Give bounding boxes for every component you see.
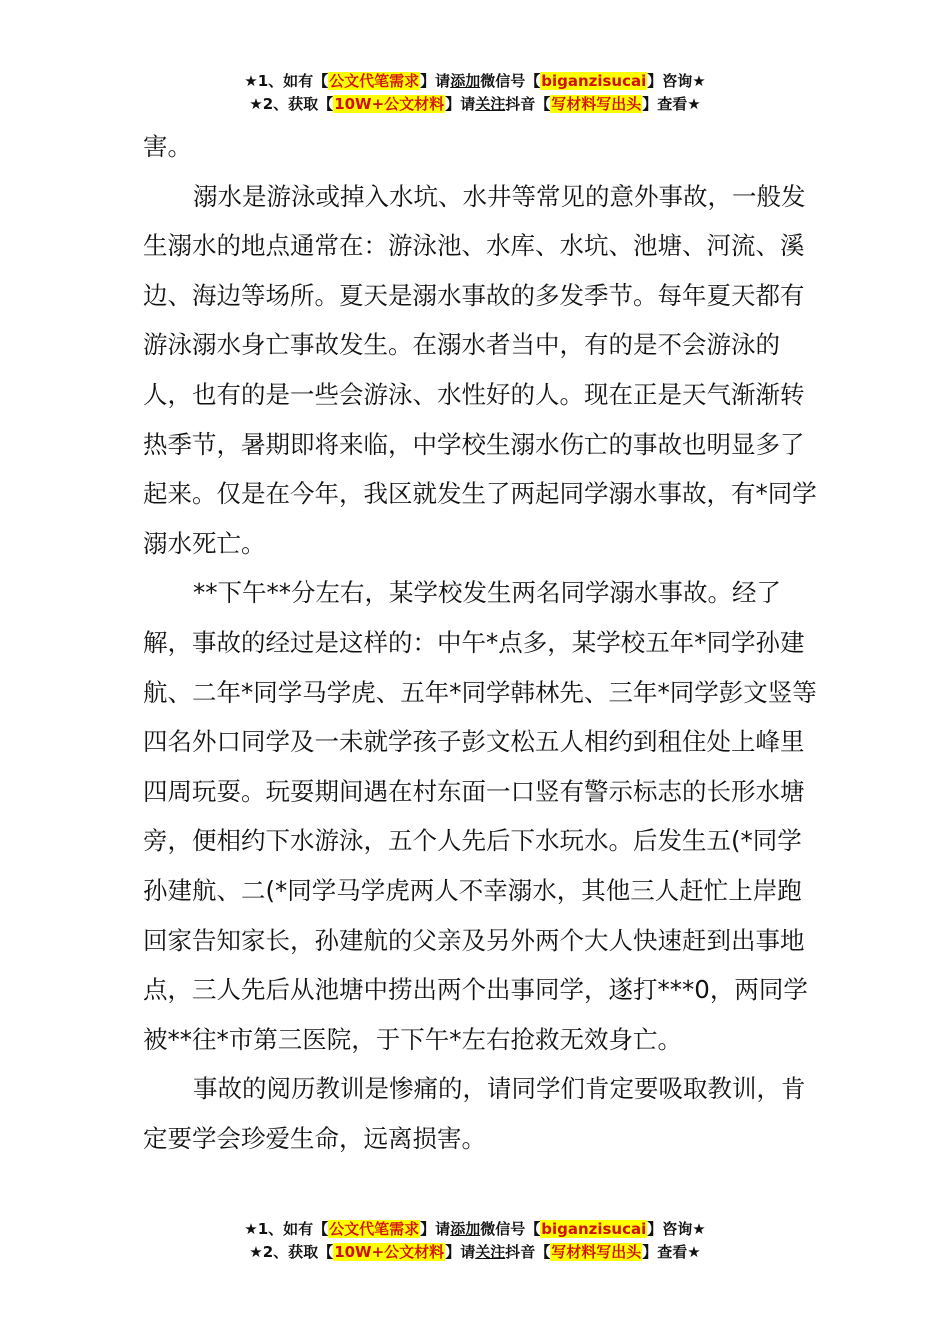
- highlight-materials: 10W+公文材料: [334, 95, 445, 113]
- highlight-service: 公文代笔需求: [329, 72, 420, 90]
- promo-line-2: ★2、获取【10W+公文材料】请关注抖音【写材料写出头】查看★: [249, 95, 701, 113]
- highlight-douyin-account: 写材料写出头: [551, 1243, 642, 1261]
- footer-promo-banner: [0, 1218, 950, 1264]
- highlight-materials: 10W+公文材料: [334, 1243, 445, 1261]
- paragraph-lesson: 事故的阅历教训是惨痛的，请同学们肯定要吸取教训，肯定要学会珍爱生命，远离损害。: [143, 1074, 806, 1153]
- paragraph-drowning-overview: 溺水是游泳或掉入水坑、水井等常见的意外事故，一般发生溺水的地点通常在：游泳池、水库、水坑、池塘、河流、溪边、海边等场所。夏天是溺水事故的多发季节。每年夏天都有游泳溺水身亡事故发生。在溺水者当中，有的是不会游泳的人，也有的是一些会游泳、水性好的人。现在正是天气渐渐转热季节，暑期即将来临，中学校生溺水伤亡的事故也明显多了起来。仅是在今年，我区就发生了两起同学溺水事故，有*同学溺水死亡。: [143, 181, 817, 558]
- header-promo-banner: [0, 70, 950, 116]
- document-body: [143, 122, 823, 1163]
- promo-line-2: ★2、获取【10W+公文材料】请关注抖音【写材料写出头】查看★: [249, 1243, 701, 1261]
- highlight-service: 公文代笔需求: [329, 1220, 420, 1238]
- paragraph-incident-report: **下午**分左右，某学校发生两名同学溺水事故。经了解，事故的经过是这样的：中午*点多，某学校五年*同学孙建航、二年*同学马学虎、五年*同学韩林先、三年*同学彭文竖等四名外口同学及一未就学孩子彭文松五人相约到租住处上峰里四周玩耍。玩耍期间遇在村东面一口竖有警示标志的长形水塘旁，便相约下水游泳，五个人先后下水玩水。后发生五(*同学孙建航、二(*同学马学虎两人不幸溺水，其他三人赶忙上岸跑回家告知家长，孙建航的父亲及另外两个大人快速赶到出事地点，三人先后从池塘中捞出两个出事同学，遂打***0，两同学被**往*市第三医院，于下午*左右抢救无效身亡。: [143, 578, 817, 1054]
- highlight-douyin-account: 写材料写出头: [551, 95, 642, 113]
- promo-line-1: ★1、如有【公文代笔需求】请添加微信号【biganzisucai】咨询★: [244, 1220, 706, 1238]
- promo-line-1: ★1、如有【公文代笔需求】请添加微信号【biganzisucai】咨询★: [244, 72, 706, 90]
- highlight-wechat-id: biganzisucai: [541, 1220, 647, 1238]
- highlight-wechat-id: biganzisucai: [541, 72, 647, 90]
- paragraph-continuation: 害。: [143, 132, 192, 161]
